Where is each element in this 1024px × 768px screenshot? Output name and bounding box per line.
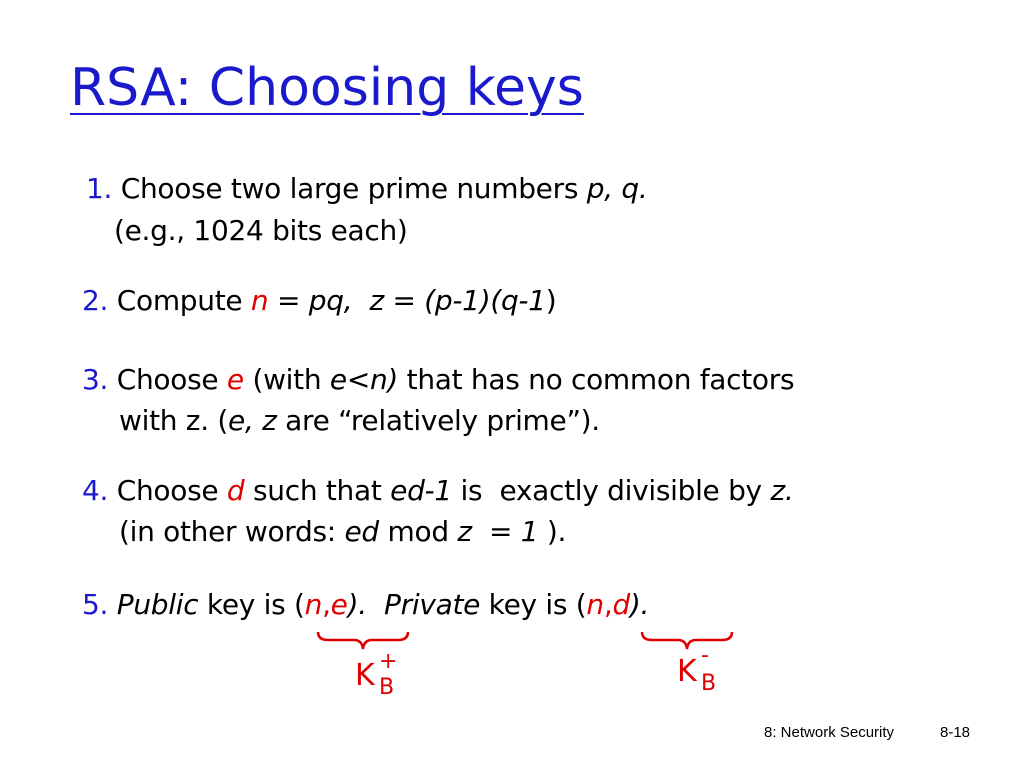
- step-5-text-1: key is (: [198, 588, 305, 621]
- step-2-pq: pq,: [308, 284, 353, 317]
- step-4-number: 4.: [82, 474, 109, 507]
- step-3-line-1: [82, 363, 794, 396]
- step-2-line-1: [82, 284, 556, 317]
- step-5-comma-1: ,: [322, 588, 331, 621]
- step-1-vars: p, q.: [586, 172, 648, 205]
- private-key-brace: [640, 630, 734, 652]
- step-2-number: 2.: [82, 284, 109, 317]
- private-key-sub: B: [701, 671, 717, 696]
- step-1-line-2: (e.g., 1024 bits each): [114, 214, 408, 247]
- step-4-line-1: [82, 474, 793, 507]
- public-key-base: K: [355, 658, 375, 693]
- step-3-l2c: are “relatively prime”).: [276, 404, 600, 437]
- step-5-e: e: [330, 588, 348, 621]
- footer-section: 8: Network Security: [764, 724, 895, 741]
- step-5-line-1: [82, 588, 649, 621]
- step-5-public: Public: [116, 588, 199, 621]
- step-4-l2a: (in other words:: [119, 515, 345, 548]
- step-1-number: 1.: [86, 172, 113, 205]
- slide-title: RSA: Choosing keys: [70, 58, 584, 118]
- step-4-line-2: [119, 515, 566, 548]
- public-key-sup: +: [379, 649, 398, 674]
- step-3-text-2: that has no common factors: [398, 363, 795, 396]
- step-5-d: d: [612, 588, 630, 621]
- step-3-e-lt-n: e<n): [329, 363, 399, 396]
- step-2-z: z = (p-1)(q-1: [369, 284, 546, 317]
- step-2-eq: =: [268, 284, 309, 317]
- step-4-ed: ed: [344, 515, 379, 548]
- step-5-n2: n: [586, 588, 604, 621]
- step-4-ed1: ed-1: [390, 474, 452, 507]
- step-5-comma-2: ,: [603, 588, 613, 621]
- footer-page-number: 8-18: [940, 724, 971, 741]
- step-3-number: 3.: [82, 363, 109, 396]
- step-4-text: Choose: [116, 474, 227, 507]
- step-2-n: n: [250, 284, 269, 317]
- public-key-symbol: [355, 649, 398, 700]
- step-4-divisible: is exactly divisible by: [451, 474, 771, 507]
- step-4-l2c: ).: [538, 515, 567, 548]
- step-5-text-3: key is (: [480, 588, 587, 621]
- private-key-base: K: [677, 654, 697, 689]
- step-5-text-2: ).: [347, 588, 385, 621]
- private-key-symbol: [677, 643, 717, 696]
- step-1-line-1: [86, 172, 647, 205]
- step-1-text: Choose two large prime numbers: [120, 172, 587, 205]
- step-5-number: 5.: [82, 588, 109, 621]
- step-4-eq: = 1: [471, 515, 539, 548]
- step-3-text: Choose: [116, 363, 227, 396]
- step-4-d: d: [226, 474, 245, 507]
- step-3-l2b: e, z: [228, 404, 277, 437]
- private-key-sup: -: [701, 643, 709, 668]
- step-2-close: ): [545, 284, 557, 317]
- step-5-private: Private: [384, 588, 481, 621]
- step-2-text: Compute: [116, 284, 251, 317]
- step-3-with: (with: [243, 363, 330, 396]
- step-5-n1: n: [304, 588, 323, 621]
- step-3-e: e: [226, 363, 244, 396]
- step-3-line-2: [119, 404, 600, 437]
- step-5-text-4: ).: [629, 588, 650, 621]
- step-4-z2: z: [457, 515, 472, 548]
- step-4-z: z.: [770, 474, 794, 507]
- step-4-mod: mod: [378, 515, 458, 548]
- step-2-space: [352, 284, 369, 317]
- step-4-such: such that: [244, 474, 391, 507]
- step-3-l2a: with z. (: [119, 404, 229, 437]
- public-key-sub: B: [379, 675, 395, 700]
